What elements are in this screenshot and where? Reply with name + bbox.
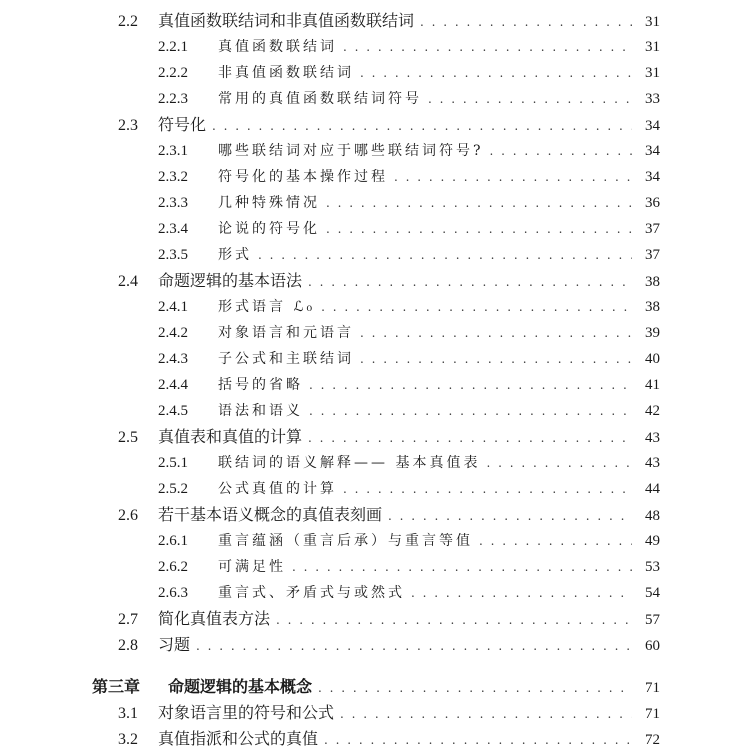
toc-entry-title: 形式语言 ℒ₀: [218, 299, 316, 315]
toc-entry[interactable]: [158, 400, 660, 422]
dot-leader: [326, 192, 632, 214]
dot-leader: [420, 11, 632, 33]
dot-leader: [343, 36, 632, 58]
dot-leader: [360, 348, 632, 370]
toc-entry-number: 2.2: [118, 13, 138, 30]
toc-entry-number: 2.4: [118, 273, 138, 290]
toc-entry-title: 括号的省略: [218, 377, 303, 393]
toc-entry-number: 3.1: [118, 705, 138, 722]
toc-entry-page: 34: [645, 143, 660, 159]
toc-entry-page: [638, 0, 660, 3]
toc-entry-page: 60: [645, 638, 660, 654]
toc-entry[interactable]: [158, 582, 660, 604]
toc-entry-title: [218, 0, 371, 3]
toc-entry-page: 34: [645, 169, 660, 185]
toc-entry-title: 命题逻辑的基本概念: [168, 677, 313, 696]
dot-leader: [324, 729, 632, 751]
toc-entry-title: 子公式和主联结词: [218, 351, 354, 367]
toc-entry[interactable]: [118, 10, 660, 32]
toc-entry-page: 38: [645, 274, 660, 290]
toc-entry[interactable]: [158, 348, 660, 370]
toc-entry-number: 2.7: [118, 611, 138, 628]
toc-entry-title: 语法和语义: [218, 403, 303, 419]
toc-entry-number: 2.4.3: [158, 351, 188, 367]
toc-entry-title: 命题逻辑的基本语法: [158, 271, 303, 290]
toc-entry[interactable]: [118, 634, 660, 656]
dot-leader: [479, 530, 632, 552]
toc-entry-page: 43: [645, 430, 660, 446]
toc-entry-number: 2.6.2: [158, 559, 188, 575]
toc-entry-page: 41: [645, 377, 660, 393]
toc-entry-title: 可满足性: [218, 559, 286, 575]
toc-entry-page: 71: [645, 706, 660, 722]
toc-entry-page: 31: [645, 39, 660, 55]
toc-entry-page: 40: [645, 351, 660, 367]
toc-entry-page: 31: [645, 65, 660, 81]
toc-entry[interactable]: [118, 504, 660, 526]
toc-entry[interactable]: [92, 676, 660, 698]
toc-entry-title: 对象语言和元语言: [218, 325, 354, 341]
toc-entry-title: 联结词的语义解释—— 基本真值表: [218, 455, 481, 471]
dot-leader: [308, 271, 632, 293]
toc-entry-number: 2.4.5: [158, 403, 188, 419]
toc-entry-page: 49: [645, 533, 660, 549]
toc-entry-page: 31: [645, 14, 660, 30]
toc-entry-title: 论说的符号化: [218, 221, 320, 237]
toc-entry[interactable]: [158, 88, 660, 110]
toc-entry[interactable]: [158, 218, 660, 240]
toc-entry-number: 2.3.1: [158, 143, 188, 159]
dot-leader: [411, 582, 632, 604]
toc-entry-number: 2.3.3: [158, 195, 188, 211]
toc-entry-page: 42: [645, 403, 660, 419]
dot-leader: [486, 452, 632, 474]
toc-entry-title: 真值指派和公式的真值: [158, 729, 319, 748]
dot-leader: [340, 703, 632, 725]
toc-entry[interactable]: [158, 140, 660, 162]
toc-entry-page: 48: [645, 508, 660, 524]
dot-leader: [292, 556, 632, 578]
dot-leader: [394, 166, 632, 188]
toc-entry-title: 真值表和真值的计算: [158, 427, 303, 446]
toc-entry-page: 37: [645, 247, 660, 263]
toc-entry[interactable]: [118, 728, 660, 750]
toc-entry[interactable]: [118, 702, 660, 724]
toc-entry-page: 53: [645, 559, 660, 575]
toc-entry[interactable]: [158, 296, 660, 318]
toc-entry[interactable]: [158, 62, 660, 84]
dot-leader: [308, 427, 632, 449]
toc-entry-number: 2.6.1: [158, 533, 188, 549]
toc-entry[interactable]: [118, 114, 660, 136]
toc-entry-number: 2.6.3: [158, 585, 188, 601]
dot-leader: [360, 62, 632, 84]
toc-entry[interactable]: [158, 244, 660, 266]
toc-entry-title: 若干基本语义概念的真值表刻画: [158, 505, 383, 524]
toc-entry-page: 39: [645, 325, 660, 341]
toc-entry-number: 2.5: [118, 429, 138, 446]
toc-entry[interactable]: [158, 0, 660, 3]
toc-entry-number: 2.2.1: [158, 39, 188, 55]
dot-leader: [326, 218, 632, 240]
toc-entry[interactable]: [158, 452, 660, 474]
toc-entry-title: 符号化的基本操作过程: [218, 169, 388, 185]
toc-entry-title: 公式真值的计算: [218, 481, 337, 497]
toc-entry-title: 对象语言里的符号和公式: [158, 703, 335, 722]
toc-entry-number: 2.5.2: [158, 481, 188, 497]
toc-entry-title: 符号化: [158, 115, 207, 134]
toc-entry[interactable]: [158, 478, 660, 500]
toc-entry-title: 简化真值表方法: [158, 609, 271, 628]
dot-leader: [258, 244, 632, 266]
toc-entry-number: 2.3.4: [158, 221, 188, 237]
toc-entry-number: 2.2.2: [158, 65, 188, 81]
toc-entry-number: 2.3.5: [158, 247, 188, 263]
toc-entry-title: 常用的真值函数联结词符号: [218, 91, 422, 107]
toc-entry-page: 54: [645, 585, 660, 601]
toc-entry-title: 哪些联结词对应于哪些联结词符号?: [218, 143, 484, 159]
dot-leader: [321, 296, 632, 318]
toc-entry-title: 重言蕴涵（重言后承）与重言等值: [218, 533, 473, 549]
toc-entry-number: 2.4.4: [158, 377, 188, 393]
dot-leader: [388, 505, 632, 527]
dot-leader: [490, 140, 632, 162]
toc-entry[interactable]: [158, 166, 660, 188]
dot-leader: [309, 400, 632, 422]
toc-entry[interactable]: [118, 426, 660, 448]
dot-leader: [276, 609, 632, 631]
dot-leader: [428, 88, 632, 110]
dot-leader: [360, 322, 632, 344]
toc-entry-page: 34: [645, 118, 660, 134]
toc-entry-page: 44: [645, 481, 660, 497]
toc-entry[interactable]: [158, 192, 660, 214]
toc-entry[interactable]: [158, 374, 660, 396]
toc-entry[interactable]: [158, 530, 660, 552]
toc-entry-title: 重言式、矛盾式与或然式: [218, 585, 405, 601]
toc-entry-number: 2.2.3: [158, 91, 188, 107]
toc-entry-page: 36: [645, 195, 660, 211]
toc-entry-number: [158, 0, 218, 3]
toc-entry-title: 真值函数联结词: [218, 39, 337, 55]
toc-entry-number: 3.2: [118, 731, 138, 748]
dot-leader: [196, 635, 632, 657]
toc-entry-number: 第三章: [92, 677, 141, 696]
toc-entry-number: 2.3: [118, 117, 138, 134]
toc-entry-title: 真值函数联结词和非真值函数联结词: [158, 11, 415, 30]
toc-entry-number: 2.4.2: [158, 325, 188, 341]
toc-entry-number: 2.6: [118, 507, 138, 524]
toc-entry-page: 37: [645, 221, 660, 237]
toc-entry-number: 2.8: [118, 637, 138, 654]
toc-entry-title: 非真值函数联结词: [218, 65, 354, 81]
toc-entry-title: 形式: [218, 247, 252, 263]
toc-entry-page: 33: [645, 91, 660, 107]
dot-leader: [212, 115, 632, 137]
toc-entry[interactable]: [118, 270, 660, 292]
toc-entry-number: 2.3.2: [158, 169, 188, 185]
dot-leader: [309, 374, 632, 396]
toc-entry-page: 57: [645, 612, 660, 628]
toc-entry[interactable]: [118, 608, 660, 630]
toc-entry-page: 38: [645, 299, 660, 315]
toc-entry-title: 几种特殊情况: [218, 195, 320, 211]
toc-entry[interactable]: [158, 36, 660, 58]
toc-entry[interactable]: [158, 556, 660, 578]
toc-entry-number: 2.4.1: [158, 299, 188, 315]
toc-entry-title: 习题: [158, 635, 191, 654]
dot-leader: [377, 0, 632, 3]
toc-entry-page: 72: [645, 732, 660, 748]
dot-leader: [318, 677, 632, 699]
toc-entry-page: 71: [645, 680, 660, 696]
toc-entry[interactable]: [158, 322, 660, 344]
toc-entry-page: 43: [645, 455, 660, 471]
toc-entry-number: 2.5.1: [158, 455, 188, 471]
dot-leader: [343, 478, 632, 500]
